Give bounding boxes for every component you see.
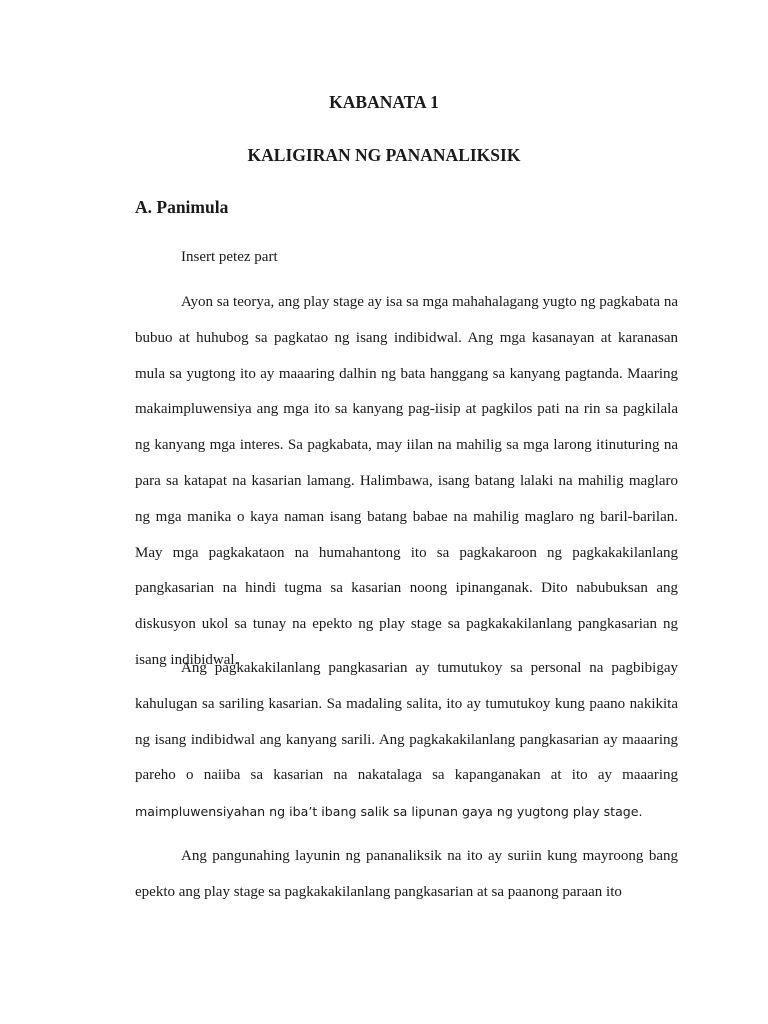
paragraph-1: Ayon sa teorya, ang play stage ay isa sa mga mahahalagang yugto ng pagkabata na bubuo at huhubog sa pagkatao ng isang indibidwal. Ang mga kasanayan at karanasan mula sa yugtong ito ay maaaring dalhin ng bata hanggang sa kanyang pagtanda. Maaring makaimpluwensiya ang mga ito sa kanyang pag-iisip at pagkilos pati na rin sa pagkilala ng kanyang mga interes. Sa pagkabata, may iilan na mahilig sa mga larong itinuturing na para sa katapat na kasarian lamang. Halimbawa, isang batang lalaki na mahilig maglaro ng mga manika o kaya naman isang batang babae na mahilig maglaro ng baril-barilan. May mga pagkakataon na humahantong ito sa pagkakaroon ng pagkakakilanlang pangkasarian na hindi tugma sa kasarian noong ipinanganak. Dito nabubuksan ang diskusyon ukol sa tunay na epekto ng play stage sa pagkakakilanlang pangkasarian ng isang indibidwal. xyxy=(135,294,678,668)
chapter-number: KABANATA 1 xyxy=(329,92,439,112)
paragraph-2-main: Ang pagkakakilanlang pangkasarian ay tumutukoy sa personal na pagbibigay kahulugan sa sariling kasarian. Sa madaling salita, ito ay tumutukoy kung paano nakikita ng isang indibidwal ang kanyang sarili. Ang pagkakakilanlang pangkasarian ay maaaring pareho o naiiba sa kasarian na nakatalaga sa kapanganakan at ito ay maaaring xyxy=(135,660,678,784)
insert-note: Insert petez part xyxy=(181,249,278,265)
paragraph-3: Ang pangunahing layunin ng pananaliksik na ito ay suriin kung mayroong bang epekto ang play stage sa pagkakakilanlang pangkasarian at sa paanong paraan ito xyxy=(135,848,678,900)
section-heading: A. Panimula xyxy=(135,197,229,217)
paragraph-2 xyxy=(135,651,678,831)
chapter-title: KALIGIRAN NG PANANALIKSIK xyxy=(247,145,521,165)
paragraph-2-tail: maimpluwensiyahan ng iba’t ibang salik sa lipunan gaya ng yugtong play stage. xyxy=(135,804,643,820)
